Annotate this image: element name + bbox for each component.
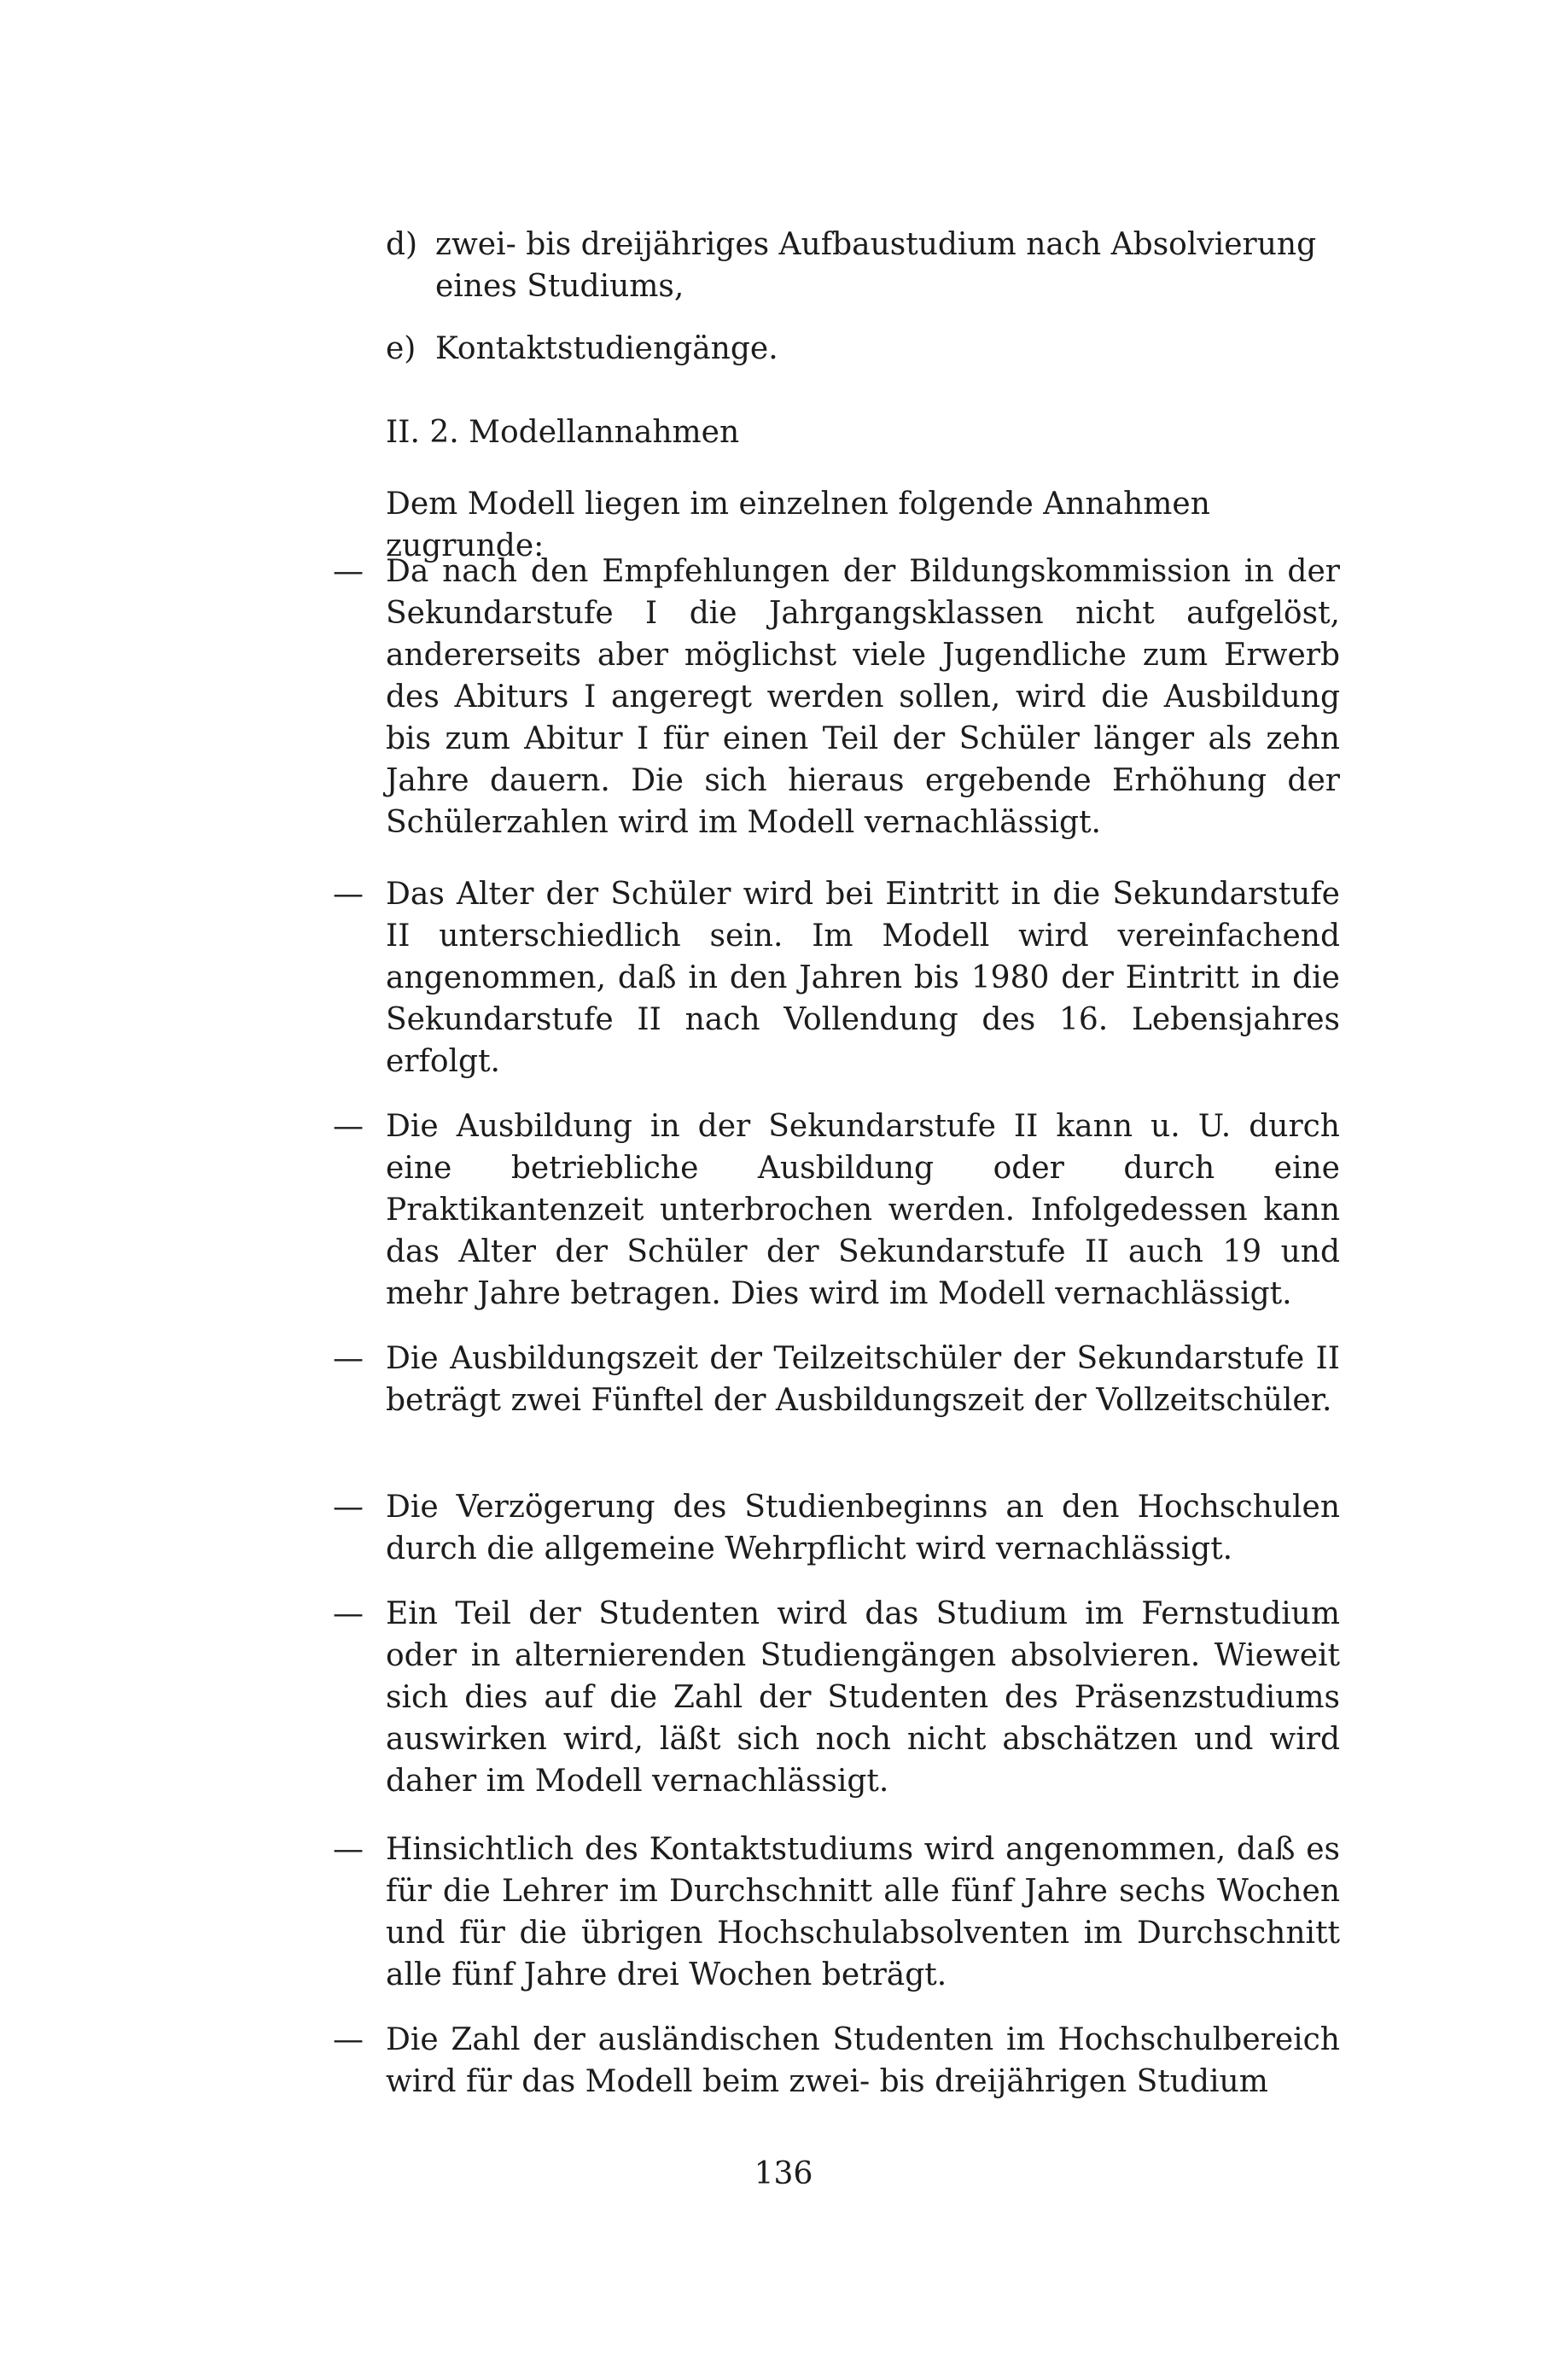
dash-bullet: — <box>333 877 364 912</box>
assumption-item <box>333 873 1340 1082</box>
dash-bullet: — <box>333 1832 364 1867</box>
enumeration-label: e) <box>386 331 417 366</box>
assumption-text: Da nach den Empfehlungen der Bildungskommission in der Sekundarstufe I die Jahrgangsklassen nicht aufgelöst, andererseits aber möglichst viele Jugendliche zum Erwerb des Abiturs I angeregt werden sollen, wird die Ausbildung bis zum Abitur I für einen Teil der Schüler länger als zehn Jahre dauern. Die sich hieraus ergebende Erhöhung der Schülerzahlen wird im Modell vernachlässigt. <box>386 554 1340 840</box>
dash-bullet: — <box>333 1490 364 1525</box>
assumption-text: Die Zahl der ausländischen Studenten im Hochschulbereich wird für das Modell beim zwei- bis dreijährigen Studium <box>386 2022 1340 2099</box>
enumeration-label: d) <box>386 227 418 262</box>
dash-bullet: — <box>333 2022 364 2057</box>
assumption-item <box>333 1829 1340 1996</box>
dash-bullet: — <box>333 1341 364 1376</box>
assumption-text: Das Alter der Schüler wird bei Eintritt in die Sekundarstufe II unterschiedlich sein. Im Modell wird vereinfachend angenommen, daß in den Jahren bis 1980 der Eintritt in die Sekundarstufe II nach Vollendung des 16. Lebensjahres erfolgt. <box>386 877 1340 1079</box>
assumption-item <box>333 1486 1340 1570</box>
assumption-text: Hinsichtlich des Kontaktstudiums wird angenommen, daß es für die Lehrer im Durchschnitt alle fünf Jahre sechs Wochen und für die übrigen Hochschulabsolventen im Durchschnitt alle fünf Jahre drei Wochen beträgt. <box>386 1832 1340 1992</box>
assumption-text: Die Ausbildung in der Sekundarstufe II kann u. U. durch eine betriebliche Ausbildung oder durch eine Praktikantenzeit unterbrochen werden. Infolgedessen kann das Alter der Schüler der Sekundarstufe II auch 19 und mehr Jahre betragen. Dies wird im Modell vernachlässigt. <box>386 1109 1340 1311</box>
assumption-text: Ein Teil der Studenten wird das Studium im Fernstudium oder in alternierenden Studiengängen absolvieren. Wieweit sich dies auf die Zahl der Studenten des Präsenzstudiums auswirken wird, läßt sich noch nicht abschätzen und wird daher im Modell vernachlässigt. <box>386 1596 1340 1799</box>
assumption-item <box>333 1338 1340 1421</box>
assumption-item <box>333 1105 1340 1315</box>
section-intro: Dem Modell liegen im einzelnen folgende Annahmen zugrunde: <box>386 487 1210 563</box>
section-heading: II. 2. Modellannahmen <box>386 415 740 450</box>
assumption-item <box>333 551 1340 843</box>
enumeration-text: zwei- bis dreijähriges Aufbaustudium nach Absolvierung eines Studiums, <box>435 227 1317 304</box>
dash-bullet: — <box>333 554 364 589</box>
enumeration-text: Kontaktstudiengänge. <box>435 331 778 366</box>
assumption-item <box>333 2019 1340 2103</box>
assumption-text: Die Ausbildungszeit der Teilzeitschüler der Sekundarstufe II beträgt zwei Fünftel der Ausbildungszeit der Vollzeitschüler. <box>386 1341 1340 1418</box>
assumption-item <box>333 1593 1340 1802</box>
enumeration-item-d <box>386 224 1325 307</box>
page-number: 136 <box>754 2156 813 2191</box>
dash-bullet: — <box>333 1109 364 1144</box>
enumeration-item-e <box>386 328 1325 370</box>
assumption-text: Die Verzögerung des Studienbeginns an den Hochschulen durch die allgemeine Wehrpflicht wird vernachlässigt. <box>386 1490 1340 1566</box>
dash-bullet: — <box>333 1596 364 1631</box>
